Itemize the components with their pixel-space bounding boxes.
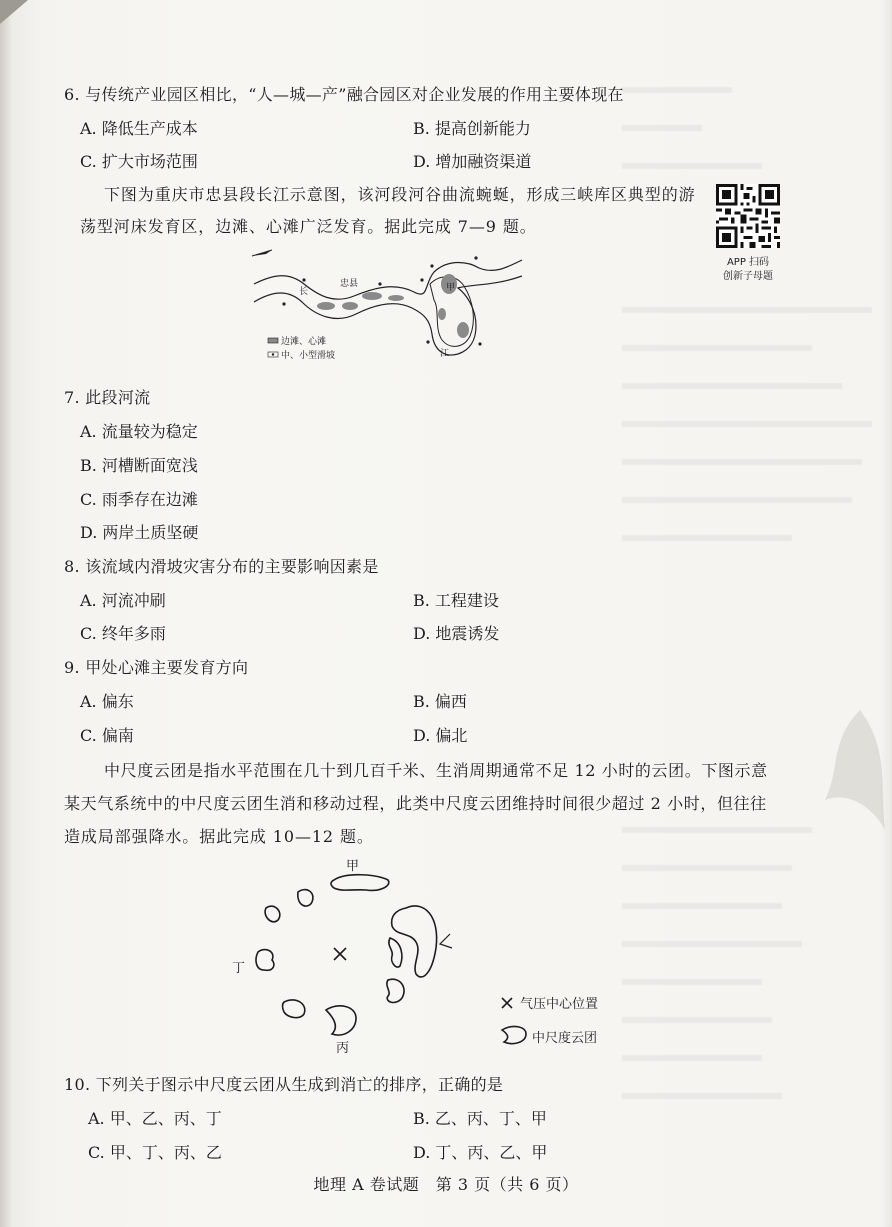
legend-cloud-swatch xyxy=(502,1027,526,1044)
q6-option-d: D. 增加融资渠道 xyxy=(413,152,532,171)
legend-center-icon xyxy=(502,998,512,1008)
q6-stem: 6. 与传统产业园区相比，“人—城—产”融合园区对企业发展的作用主要体现在 xyxy=(64,85,624,104)
q10-option-b: B. 乙、丙、丁、甲 xyxy=(413,1109,547,1128)
q8-stem: 8. 该流域内滑坡灾害分布的主要影响因素是 xyxy=(64,557,379,576)
q6-option-c: C. 扩大市场范围 xyxy=(80,152,198,171)
q8-option-b: B. 工程建设 xyxy=(413,591,499,610)
intro-10-12-line3: 造成局部强降水。据此完成 10—12 题。 xyxy=(64,827,374,846)
river-label-county: 忠县 xyxy=(340,279,359,289)
q7-option-d: D. 两岸土质坚硬 xyxy=(80,523,199,542)
river-label-chang: 长 xyxy=(299,287,309,297)
cloud-shapes xyxy=(256,875,526,1044)
legend-center-label: 气压中心位置 xyxy=(520,997,599,1012)
cloud-small-3 xyxy=(389,938,402,967)
cloud-small-2 xyxy=(265,906,280,922)
cloud-map-figure xyxy=(226,852,626,1060)
river-label-jia: 甲 xyxy=(446,283,456,293)
q9-option-c: C. 偏南 xyxy=(80,726,134,745)
qr-caption xyxy=(706,256,790,284)
q8-option-c: C. 终年多雨 xyxy=(80,624,166,643)
qr-code-icon xyxy=(716,184,780,248)
intro-10-12-line1: 中尺度云团是指水平范围在几十到几百千米、生消周期通常不足 12 小时的云团。下图示意 xyxy=(104,761,768,780)
q10-option-d: D. 丁、丙、乙、甲 xyxy=(413,1143,548,1162)
legend-slide-dot xyxy=(272,353,274,355)
q8-option-a: A. 河流冲刷 xyxy=(80,591,166,610)
q7-stem: 7. 此段河流 xyxy=(64,388,151,407)
legend-slide-label: 中、小型滑坡 xyxy=(281,351,336,361)
arrow-icon xyxy=(440,934,452,948)
q10-option-a: A. 甲、乙、丙、丁 xyxy=(88,1109,222,1128)
cloud-label-jia: 甲 xyxy=(346,859,360,874)
intro-7-9-line1: 下图为重庆市忠县段长江示意图，该河段河谷曲流蜿蜒，形成三峡库区典型的游 xyxy=(104,185,696,204)
cloud-jia xyxy=(331,875,389,891)
legend-shoal-label: 边滩、心滩 xyxy=(281,337,327,347)
q10-stem: 10. 下列关于图示中尺度云团从生成到消亡的排序，正确的是 xyxy=(64,1075,504,1094)
river-north-bank xyxy=(254,260,522,299)
cloud-bing xyxy=(326,1006,356,1035)
q10-option-c: C. 甲、丁、丙、乙 xyxy=(88,1143,222,1162)
q9-stem: 9. 甲处心滩主要发育方向 xyxy=(64,658,249,677)
q6-option-b: B. 提高创新能力 xyxy=(413,119,531,138)
river-map-figure xyxy=(244,244,524,370)
legend-shoal-swatch xyxy=(268,338,278,343)
cloud-small-1 xyxy=(298,890,313,906)
scan-corner-mark xyxy=(0,0,30,30)
cloud-small-4 xyxy=(387,979,404,1002)
cloud-ding xyxy=(256,950,274,971)
intro-10-12-line2: 某天气系统中的中尺度云团生消和移动过程，此类中尺度云团维持时间很少超过 2 小时，但往往 xyxy=(64,794,767,813)
q9-option-a: A. 偏东 xyxy=(80,692,134,711)
qr-caption-line1: APP 扫码 xyxy=(726,257,770,268)
cloud-label-ding: 丁 xyxy=(232,961,246,976)
intro-7-9-line2: 荡型河床发育区，边滩、心滩广泛发育。据此完成 7—9 题。 xyxy=(80,217,537,236)
q7-option-b: B. 河槽断面宽浅 xyxy=(80,456,198,475)
north-arrow-icon xyxy=(252,250,272,256)
scan-edge-shadow xyxy=(0,0,12,1227)
qr-code[interactable] xyxy=(716,184,780,252)
legend-cloud-label: 中尺度云团 xyxy=(532,1031,598,1046)
landslide-markers xyxy=(282,256,481,345)
river-label-jiang: 江 xyxy=(440,349,450,359)
q9-option-d: D. 偏北 xyxy=(413,726,468,745)
page-footer: 地理 A 卷试题 第 3 页（共 6 页） xyxy=(313,1175,579,1194)
q6-option-a: A. 降低生产成本 xyxy=(80,119,198,138)
pressure-center-icon xyxy=(334,948,346,960)
q7-option-c: C. 雨季存在边滩 xyxy=(80,490,198,509)
ink-stain-decoration xyxy=(820,700,890,840)
q8-option-d: D. 地震诱发 xyxy=(413,624,500,643)
cloud-label-bing: 丙 xyxy=(336,1041,350,1056)
q9-option-b: B. 偏西 xyxy=(413,692,467,711)
qr-caption-line2: 创新子母题 xyxy=(723,271,773,282)
q7-option-a: A. 流量较为稳定 xyxy=(80,422,198,441)
cloud-small-5 xyxy=(283,1000,305,1018)
